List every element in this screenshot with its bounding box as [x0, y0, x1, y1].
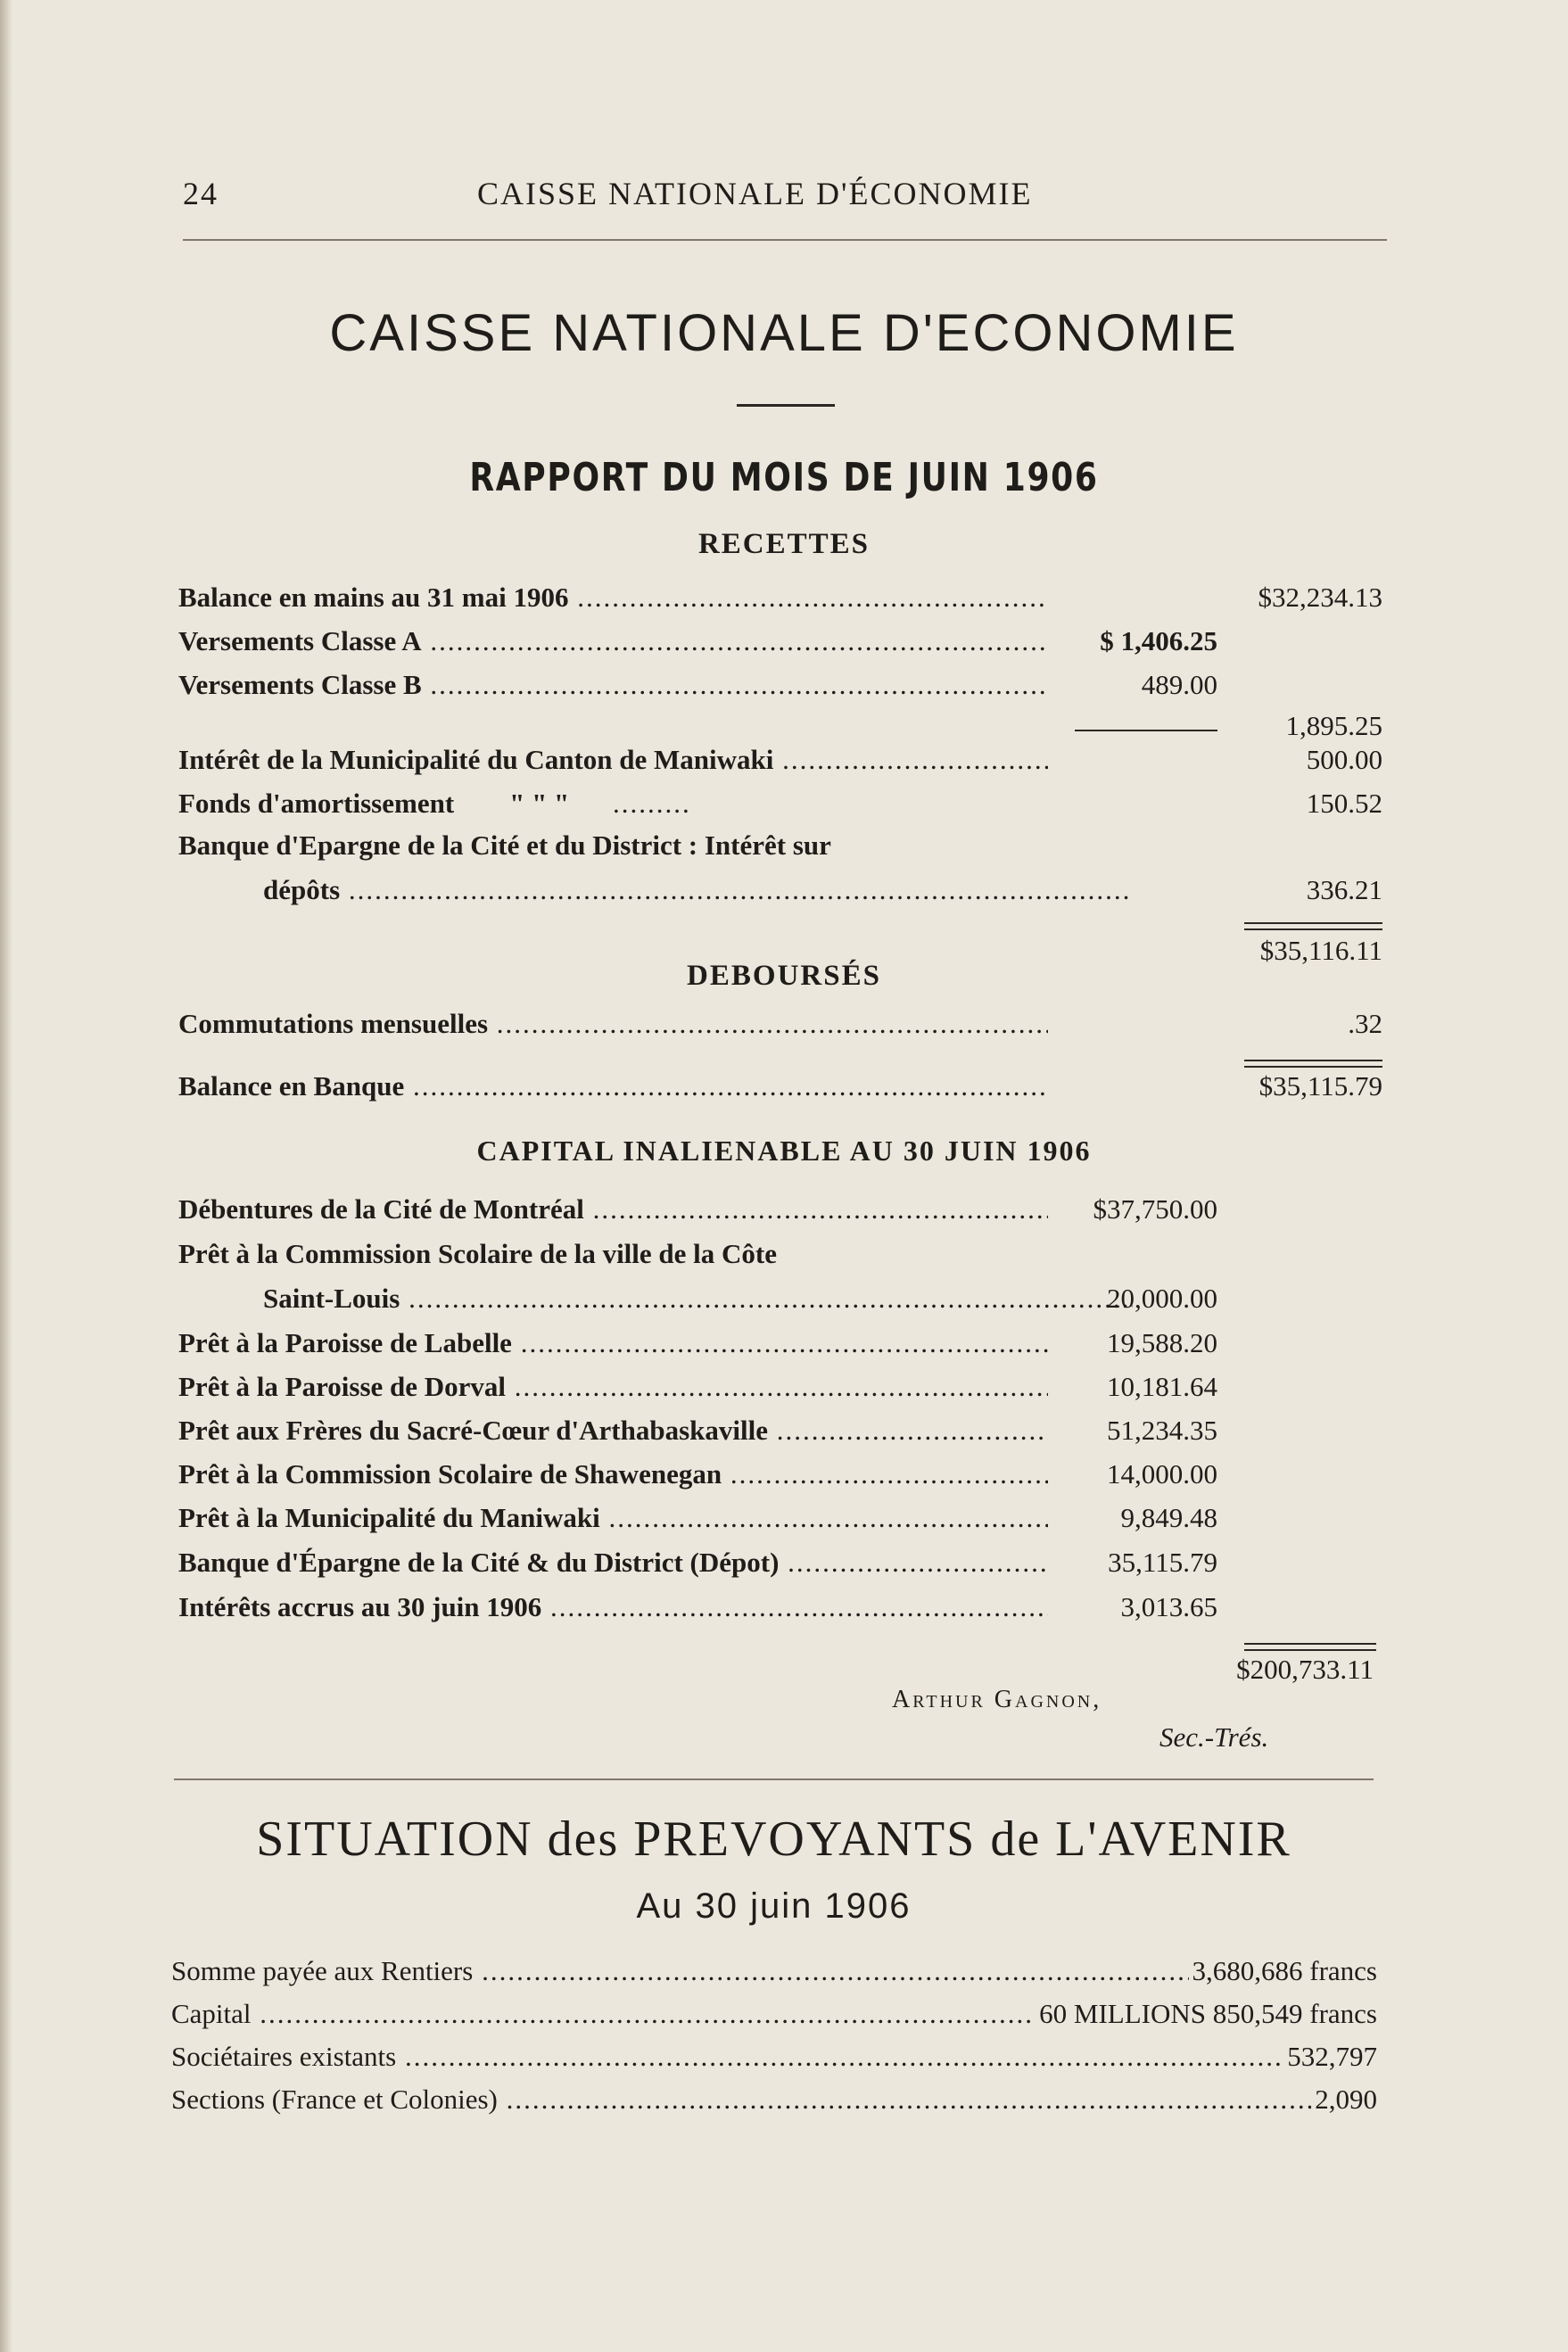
row-value: 60 MILLIONS 850,549 francs — [1036, 1998, 1377, 2030]
total-rule — [1244, 1060, 1382, 1068]
capital-row — [178, 1283, 1391, 1322]
capital-row — [178, 1502, 1391, 1541]
row-value: 532,797 — [1283, 2041, 1377, 2073]
capital-row — [178, 1547, 1391, 1586]
row-label: Banque d'Epargne de la Cité et du District : Intérêt sur — [178, 829, 831, 861]
recettes-row-classe-a — [178, 625, 1391, 664]
header-rule — [183, 239, 1387, 241]
row-label: Commutations mensuelles ..... — [178, 1008, 1048, 1040]
recettes-row-classe-b — [178, 669, 1391, 708]
row-label: Prêt à la Commission Scolaire de la ville de la Côte — [178, 1238, 777, 1269]
row-label: Fonds d'amortissement " " " ......... — [178, 788, 691, 819]
recettes-row-fonds — [178, 788, 1391, 827]
page-number: 24 — [183, 176, 219, 211]
row-amount: 20,000.00 — [1107, 1283, 1217, 1314]
row-label: Versements Classe A ..... — [178, 625, 1048, 657]
row-label: Sections (France et Colonies) ..... — [171, 2084, 1377, 2116]
capital-row — [178, 1327, 1391, 1366]
total-rule — [1244, 1643, 1376, 1651]
row-label: Intérêt de la Municipalité du Canton de Maniwaki ..... — [178, 744, 1048, 776]
row-amount: 14,000.00 — [1107, 1458, 1217, 1490]
signature-title: Sec.-Trés. — [1159, 1721, 1269, 1753]
row-label: Intérêts accrus au 30 juin 1906 ..... — [178, 1591, 1048, 1623]
row-total: $32,234.13 — [1258, 582, 1382, 613]
row-label: Versements Classe B ..... — [178, 669, 1048, 701]
situation-row — [171, 2041, 1377, 2080]
row-label: Saint-Louis ..... — [178, 1283, 1133, 1315]
row-label: Prêt aux Frères du Sacré-Cœur d'Arthabaskaville ..... — [178, 1415, 1048, 1447]
situation-row — [171, 2084, 1377, 2123]
capital-row — [178, 1415, 1391, 1454]
debourses-heading: DEBOURSÉS — [687, 960, 881, 992]
recettes-row-balance — [178, 582, 1391, 621]
recettes-row-banque-cont — [178, 874, 1391, 913]
row-total: 150.52 — [1306, 788, 1382, 819]
main-title: CAISSE NATIONALE D'ECONOMIE — [329, 304, 1239, 362]
row-label: Capital ..... — [171, 1998, 1377, 2030]
capital-row — [178, 1193, 1391, 1233]
row-value: 2,090 — [1311, 2084, 1377, 2116]
running-title: CAISSE NATIONALE D'ÉCONOMIE — [477, 176, 1033, 211]
situation-subtitle: Au 30 juin 1906 — [636, 1886, 912, 1926]
capital-heading: CAPITAL INALIENABLE AU 30 JUIN 1906 — [476, 1135, 1092, 1167]
capital-row — [178, 1591, 1391, 1630]
row-amount: $37,750.00 — [1093, 1193, 1217, 1225]
recettes-row-banque — [178, 829, 1391, 869]
row-label: Débentures de la Cité de Montréal ..... — [178, 1193, 1048, 1226]
signature-name: Arthur Gagnon, — [892, 1686, 1102, 1713]
capital-row — [178, 1371, 1391, 1410]
row-label: Prêt à la Municipalité du Maniwaki ..... — [178, 1502, 1048, 1534]
row-label: dépôts ..... — [178, 874, 1133, 906]
situation-title: SITUATION des PREVOYANTS de L'AVENIR — [256, 1811, 1292, 1867]
row-label: Banque d'Épargne de la Cité & du District (Dépot) ..... — [178, 1547, 1048, 1579]
recettes-heading: RECETTES — [697, 528, 871, 560]
row-label: Prêt à la Paroisse de Dorval ..... — [178, 1371, 1048, 1403]
row-amount: 10,181.64 — [1107, 1371, 1217, 1402]
row-amount: 51,234.35 — [1107, 1415, 1217, 1446]
title-rule — [737, 404, 835, 407]
situation-row — [171, 1955, 1377, 1994]
row-total: $200,733.11 — [1236, 1654, 1374, 1685]
row-amount: $ 1,406.25 — [1100, 625, 1217, 656]
row-total: 1,895.25 — [1285, 710, 1382, 741]
row-amount: 3,013.65 — [1120, 1591, 1217, 1622]
row-amount: 489.00 — [1141, 669, 1217, 700]
capital-row — [178, 1238, 1391, 1277]
situation-row — [171, 1998, 1377, 2037]
row-amount: 19,588.20 — [1107, 1327, 1217, 1358]
row-label: Prêt à la Commission Scolaire de Shawenegan ..... — [178, 1458, 1048, 1490]
capital-total — [178, 1654, 1391, 1693]
row-total: 336.21 — [1306, 874, 1382, 905]
row-amount: 35,115.79 — [1108, 1547, 1217, 1578]
total-rule — [1244, 922, 1382, 930]
running-head — [183, 175, 1387, 210]
section-separator — [174, 1778, 1374, 1780]
row-total: 500.00 — [1306, 744, 1382, 775]
capital-row — [178, 1458, 1391, 1498]
row-label: Balance en mains au 31 mai 1906 ..... — [178, 582, 1048, 614]
row-label: Balance en Banque ..... — [178, 1070, 1048, 1102]
recettes-row-interet-maniwaki — [178, 744, 1391, 783]
row-label: Somme payée aux Rentiers ..... — [171, 1955, 1377, 1987]
row-amount: 9,849.48 — [1120, 1502, 1217, 1533]
row-value: 3,680,686 francs — [1189, 1955, 1377, 1987]
ditto-marks: " " " — [509, 788, 570, 819]
row-total: $35,116.11 — [1259, 935, 1382, 966]
debourses-row-balance-banque — [178, 1070, 1391, 1110]
row-label: Sociétaires existants ..... — [171, 2041, 1377, 2073]
report-title: RAPPORT DU MOIS DE JUIN 1906 — [469, 455, 1099, 500]
debourses-row-commutations — [178, 1008, 1391, 1047]
row-total: $35,115.79 — [1259, 1070, 1382, 1102]
row-total: .32 — [1348, 1008, 1382, 1039]
row-label: Prêt à la Paroisse de Labelle ..... — [178, 1327, 1048, 1359]
